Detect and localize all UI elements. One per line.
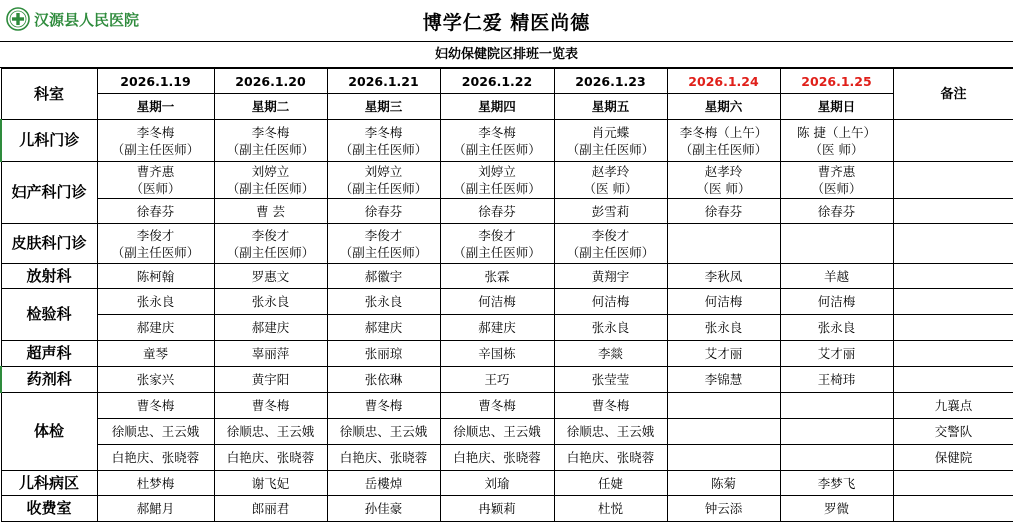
note-cell: [893, 199, 1013, 224]
schedule-cell: 罗微: [780, 496, 893, 522]
schedule-cell: 孙佳豪: [327, 496, 440, 522]
doctor-title: （副主任医师）: [339, 181, 428, 196]
table-row: [1, 120, 1013, 162]
doctor-title: （医 师）: [809, 141, 864, 157]
note-cell: [893, 120, 1013, 162]
dept-name: 皮肤科门诊: [1, 224, 97, 264]
note-cell: [893, 341, 1013, 367]
schedule-cell: 任婕: [554, 471, 667, 496]
schedule-cell: 郝建庆: [327, 315, 440, 341]
doctor-name: 曹齐惠: [136, 164, 175, 179]
schedule-cell: 徐顺忠、王云娥: [97, 419, 214, 445]
schedule-cell: 郝建庆: [440, 315, 554, 341]
schedule-cell: 白艳庆、张晓蓉: [554, 445, 667, 471]
doctor-title: （副主任医师）: [111, 244, 200, 260]
doctor-title: （副主任医师）: [111, 141, 200, 157]
schedule-cell: 曹冬梅: [214, 393, 327, 419]
schedule-cell: 辛国栋: [440, 341, 554, 367]
schedule-cell: [780, 445, 893, 471]
table-row: [1, 341, 1013, 367]
weekday-cell: 星期日: [780, 94, 893, 120]
schedule-cell: [554, 120, 667, 162]
date-cell-weekend: 2026.1.24: [667, 69, 780, 94]
doctor-title: （医师）: [811, 181, 862, 196]
doctor-title: （副主任医师）: [226, 141, 315, 157]
doctor-title: （副主任医师）: [679, 141, 768, 157]
dept-name: 放射科: [1, 264, 97, 289]
weekday-row: [1, 94, 1013, 120]
schedule-cell: [327, 224, 440, 264]
page-title: 博学仁爱 精医尚德: [422, 12, 591, 34]
schedule-cell: [97, 120, 214, 162]
doctor-title: （医 师）: [583, 181, 638, 196]
date-row: [1, 69, 1013, 94]
schedule-cell: 张永良: [97, 289, 214, 315]
doctor-name: 李冬梅（上午）: [679, 124, 768, 140]
doctor-title: （副主任医师）: [226, 244, 315, 260]
schedule-cell: 李秋凤: [667, 264, 780, 289]
note-cell: [893, 224, 1013, 264]
schedule-table: [0, 68, 1013, 522]
note-cell: 九襄点: [893, 393, 1013, 419]
schedule-cell: [667, 162, 780, 199]
dept-name: 检验科: [1, 289, 97, 341]
doctor-name: 李俊才: [251, 227, 290, 243]
doctor-title: （副主任医师）: [566, 141, 655, 157]
schedule-cell: [327, 162, 440, 199]
schedule-cell: [97, 224, 214, 264]
schedule-cell: 张依琳: [327, 367, 440, 393]
schedule-cell: 郝建庆: [97, 315, 214, 341]
weekday-cell: 星期三: [327, 94, 440, 120]
doctor-name: 赵孝玲: [591, 164, 630, 179]
schedule-cell: 杜悦: [554, 496, 667, 522]
weekday-cell: 星期五: [554, 94, 667, 120]
doctor-name: 刘婷立: [251, 164, 290, 179]
schedule-cell: [667, 120, 780, 162]
doctor-name: 曹齐惠: [817, 164, 856, 179]
weekday-cell: 星期二: [214, 94, 327, 120]
doctor-name: 李俊才: [364, 227, 403, 243]
note-cell: [893, 162, 1013, 199]
schedule-cell: [97, 162, 214, 199]
table-row: [1, 496, 1013, 522]
date-cell: 2026.1.21: [327, 69, 440, 94]
table-row: [1, 264, 1013, 289]
doctor-title: （副主任医师）: [453, 141, 541, 157]
table-row: [1, 445, 1013, 471]
schedule-cell: [554, 162, 667, 199]
schedule-cell: 陈柯翰: [97, 264, 214, 289]
doctor-name: 李冬梅: [364, 124, 403, 140]
table-row: [1, 471, 1013, 496]
schedule-cell: 徐顺忠、王云娥: [440, 419, 554, 445]
doctor-name: 李俊才: [591, 227, 630, 243]
schedule-cell: 郝徽宇: [327, 264, 440, 289]
schedule-cell: 黄宇阳: [214, 367, 327, 393]
schedule-cell: 王巧: [440, 367, 554, 393]
dept-name: 超声科: [1, 341, 97, 367]
note-cell: [893, 315, 1013, 341]
dept-name: 体检: [1, 393, 97, 471]
note-cell: [893, 471, 1013, 496]
doctor-title: （副主任医师）: [226, 181, 315, 196]
date-cell: 2026.1.20: [214, 69, 327, 94]
schedule-cell: 谢飞妃: [214, 471, 327, 496]
schedule-cell: 白艳庆、张晓蓉: [440, 445, 554, 471]
note-cell: 保健院: [893, 445, 1013, 471]
doctor-title: （副主任医师）: [453, 244, 541, 260]
weekday-cell: 星期六: [667, 94, 780, 120]
doctor-name: 李冬梅: [478, 124, 516, 140]
schedule-cell: 曹冬梅: [440, 393, 554, 419]
schedule-cell: 钟云添: [667, 496, 780, 522]
doctor-name: 李俊才: [478, 227, 516, 243]
doctor-name: 肖元蝶: [591, 124, 630, 140]
note-cell: 交警队: [893, 419, 1013, 445]
schedule-cell: 羊越: [780, 264, 893, 289]
schedule-cell: 徐春芬: [440, 199, 554, 224]
schedule-cell: 童琴: [97, 341, 214, 367]
schedule-cell: [554, 224, 667, 264]
schedule-cell: 李梦飞: [780, 471, 893, 496]
schedule-cell: 刘瑜: [440, 471, 554, 496]
doctor-title: （副主任医师）: [339, 244, 428, 260]
schedule-cell: 彭雪莉: [554, 199, 667, 224]
table-row: [1, 199, 1013, 224]
date-cell: 2026.1.23: [554, 69, 667, 94]
dept-header: 科室: [1, 69, 97, 120]
schedule-cell: 张永良: [554, 315, 667, 341]
schedule-cell: 郎丽君: [214, 496, 327, 522]
dept-name: 儿科病区: [1, 471, 97, 496]
schedule-cell: 王椅玮: [780, 367, 893, 393]
note-header: 备注: [893, 69, 1013, 120]
schedule-cell: [440, 224, 554, 264]
schedule-cell: 何洁梅: [440, 289, 554, 315]
doctor-name: 刘婷立: [364, 164, 403, 179]
schedule-cell: 张霖: [440, 264, 554, 289]
weekday-cell: 星期一: [97, 94, 214, 120]
doctor-name: 李冬梅: [251, 124, 290, 140]
schedule-cell: 徐春芬: [667, 199, 780, 224]
schedule-cell: 曹冬梅: [554, 393, 667, 419]
schedule-cell: 张永良: [780, 315, 893, 341]
schedule-cell: [214, 120, 327, 162]
schedule-cell: 徐顺忠、王云娥: [214, 419, 327, 445]
schedule-cell: 白艳庆、张晓蓉: [214, 445, 327, 471]
schedule-cell: 曹 芸: [214, 199, 327, 224]
schedule-cell: [667, 445, 780, 471]
schedule-cell: 罗惠文: [214, 264, 327, 289]
weekday-cell: 星期四: [440, 94, 554, 120]
dept-name: 收费室: [1, 496, 97, 522]
schedule-cell: 曹冬梅: [327, 393, 440, 419]
hospital-name: 汉源县人民医院: [34, 10, 140, 29]
schedule-cell: 李锦慧: [667, 367, 780, 393]
schedule-cell: [780, 224, 893, 264]
schedule-cell: 白艳庆、张晓蓉: [97, 445, 214, 471]
schedule-cell: 黄翔宇: [554, 264, 667, 289]
schedule-cell: [440, 162, 554, 199]
schedule-cell: [780, 393, 893, 419]
note-cell: [893, 289, 1013, 315]
table-row: [1, 162, 1013, 199]
table-row: [1, 419, 1013, 445]
schedule-cell: [780, 162, 893, 199]
schedule-cell: 杜梦梅: [97, 471, 214, 496]
schedule-subtitle: 妇幼保健院区排班一览表: [0, 42, 1013, 68]
schedule-cell: [780, 120, 893, 162]
schedule-cell: 徐春芬: [780, 199, 893, 224]
doctor-title: （副主任医师）: [566, 244, 655, 260]
schedule-cell: [667, 393, 780, 419]
schedule-cell: 陈菊: [667, 471, 780, 496]
table-row: [1, 315, 1013, 341]
schedule-cell: 白艳庆、张晓蓉: [327, 445, 440, 471]
schedule-cell: 郝鮶月: [97, 496, 214, 522]
schedule-cell: [327, 120, 440, 162]
note-cell: [893, 367, 1013, 393]
schedule-cell: [667, 419, 780, 445]
date-cell: 2026.1.22: [440, 69, 554, 94]
schedule-cell: 辜丽萍: [214, 341, 327, 367]
table-row: [1, 367, 1013, 393]
schedule-cell: 何洁梅: [554, 289, 667, 315]
schedule-cell: 岳樓焯: [327, 471, 440, 496]
schedule-cell: 张家兴: [97, 367, 214, 393]
doctor-name: 陈 捷（上午）: [797, 124, 876, 140]
doctor-name: 李俊才: [136, 227, 175, 243]
table-row: [1, 289, 1013, 315]
doctor-title: （医师）: [130, 181, 181, 196]
schedule-cell: 曹冬梅: [97, 393, 214, 419]
schedule-cell: 何洁梅: [780, 289, 893, 315]
dept-name: 儿科门诊: [1, 120, 97, 162]
schedule-cell: [214, 224, 327, 264]
schedule-cell: [667, 224, 780, 264]
schedule-cell: 张永良: [667, 315, 780, 341]
doctor-title: （副主任医师）: [339, 141, 428, 157]
table-row: [1, 224, 1013, 264]
schedule-cell: 郝建庆: [214, 315, 327, 341]
schedule-cell: 徐春芬: [97, 199, 214, 224]
schedule-cell: 李燚: [554, 341, 667, 367]
schedule-cell: 冉颖莉: [440, 496, 554, 522]
doctor-name: 李冬梅: [136, 124, 175, 140]
note-cell: [893, 264, 1013, 289]
schedule-cell: 何洁梅: [667, 289, 780, 315]
schedule-cell: 徐顺忠、王云娥: [327, 419, 440, 445]
doctor-name: 刘婷立: [478, 164, 516, 179]
schedule-cell: 徐顺忠、王云娥: [554, 419, 667, 445]
page-header: [0, 0, 1013, 42]
dept-name: 药剂科: [1, 367, 97, 393]
dept-name: 妇产科门诊: [1, 162, 97, 224]
doctor-name: 赵孝玲: [704, 164, 743, 179]
schedule-cell: [440, 120, 554, 162]
schedule-cell: [780, 419, 893, 445]
schedule-cell: 艾才丽: [780, 341, 893, 367]
schedule-cell: 张莹莹: [554, 367, 667, 393]
date-cell-weekend: 2026.1.25: [780, 69, 893, 94]
doctor-title: （医 师）: [696, 181, 751, 196]
schedule-cell: 徐春芬: [327, 199, 440, 224]
date-cell: 2026.1.19: [97, 69, 214, 94]
schedule-cell: 艾才丽: [667, 341, 780, 367]
note-cell: [893, 496, 1013, 522]
doctor-title: （副主任医师）: [453, 181, 541, 196]
schedule-cell: 张永良: [214, 289, 327, 315]
schedule-cell: [214, 162, 327, 199]
schedule-cell: 张永良: [327, 289, 440, 315]
schedule-cell: 张丽琼: [327, 341, 440, 367]
table-row: [1, 393, 1013, 419]
